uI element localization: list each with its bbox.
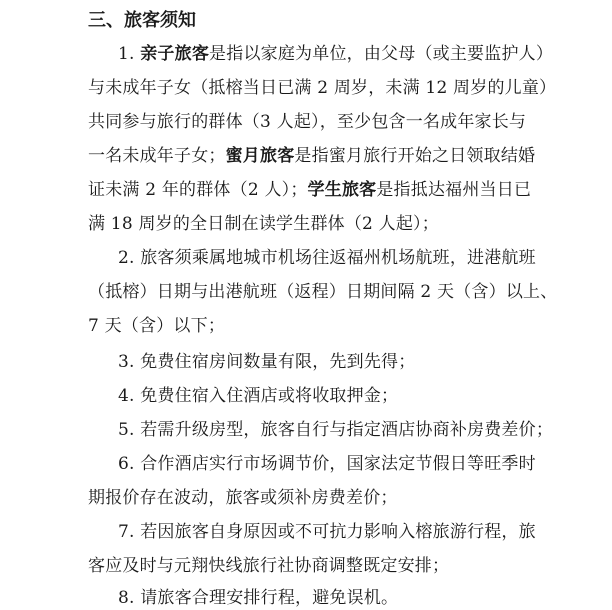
- text-run: 是指蜜月旅行开始之日领取结婚: [294, 146, 536, 166]
- notice-item-6-line-1: [118, 452, 536, 476]
- text-run: 客应及时与元翔快线旅行社协商调整既定安排；: [88, 556, 450, 576]
- section-heading: 三、旅客须知: [88, 10, 196, 31]
- text-run: 4. 免费住宿入住酒店或将收取押金；: [118, 386, 399, 406]
- text-run: 8. 请旅客合理安排行程，避免误机。: [118, 588, 399, 608]
- notice-item-6-line-2: [88, 486, 398, 510]
- text-run: 5. 若需升级房型，旅客自行与指定酒店协商补房费差价；: [118, 420, 554, 440]
- notice-item-1-line-5: [88, 178, 531, 202]
- text-run: 共同参与旅行的群体（3 人起），至少包含一名成年家长与: [88, 112, 527, 132]
- notice-item-1-line-6: [88, 212, 439, 236]
- notice-item-4-line-1: [118, 384, 398, 408]
- text-run: 7. 若因旅客自身原因或不可抗力影响入榕旅游行程，旅: [118, 522, 536, 542]
- text-run: 是指以家庭为单位，由父母（或主要监护人）: [209, 44, 554, 64]
- notice-item-1-line-3: [88, 110, 526, 134]
- bold-term: 亲子旅客: [140, 44, 210, 64]
- notice-item-3-line-1: [118, 350, 415, 374]
- text-run: 1.: [118, 44, 141, 64]
- text-run: 与未成年子女（抵榕当日已满 2 周岁，未满 12 周岁的儿童）: [88, 78, 557, 98]
- text-run: 满 18 周岁的全日制在读学生群体（2 人起）；: [88, 214, 439, 234]
- notice-item-2-line-3: [88, 314, 225, 338]
- notice-item-7-line-2: [88, 554, 449, 578]
- text-run: 期报价存在波动，旅客或须补房费差价；: [88, 488, 398, 508]
- text-run: 7 天（含）以下；: [88, 316, 226, 336]
- text-run: 是指抵达福州当日已: [376, 180, 532, 200]
- text-run: 2. 旅客须乘属地城市机场往返福州机场航班，进港航班: [118, 248, 536, 268]
- notice-item-7-line-1: [118, 520, 536, 544]
- notice-item-2-line-1: [118, 246, 536, 270]
- text-run: 证未满 2 年的群体（2 人）；: [88, 180, 308, 200]
- text-run: 3. 免费住宿房间数量有限，先到先得；: [118, 352, 416, 372]
- text-run: 6. 合作酒店实行市场调节价，国家法定节假日等旺季时: [118, 454, 536, 474]
- bold-term: 蜜月旅客: [225, 146, 295, 166]
- notice-item-1-line-4: [88, 144, 535, 168]
- text-run: 一名未成年子女；: [88, 146, 226, 166]
- notice-item-1-line-2: [88, 76, 556, 100]
- bold-term: 学生旅客: [307, 180, 377, 200]
- notice-item-1-line-1: [118, 42, 553, 66]
- notice-item-8-line-1: [118, 586, 398, 610]
- notice-item-2-line-2: [88, 280, 557, 304]
- text-run: （抵榕）日期与出港航班（返程）日期间隔 2 天（含）以上、: [88, 282, 558, 302]
- notice-item-5-line-1: [118, 418, 553, 442]
